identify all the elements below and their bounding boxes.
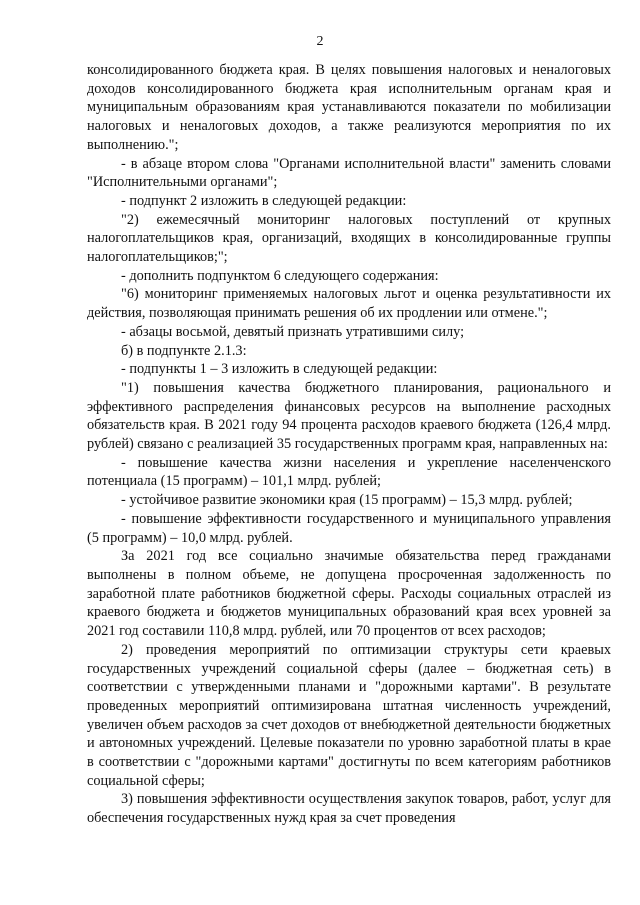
paragraph: б) в подпункте 2.1.3:: [121, 342, 247, 359]
paragraph: 3) повышения эффективности осуществления закупок товаров, работ, услуг для обеспечения государственных нужд края за счет проведения: [87, 791, 611, 827]
document-body: [87, 61, 611, 828]
paragraph: "2) ежемесячный мониторинг налоговых поступлений от крупных налогоплательщиков края, организаций, входящих в консолидированные группы налогоплательщиков;";: [87, 211, 611, 266]
paragraph: - устойчивое развитие экономики края (15 программ) – 15,3 млрд. рублей;: [121, 492, 573, 509]
paragraph: - дополнить подпунктом 6 следующего содержания:: [121, 267, 439, 284]
paragraph: - повышение качества жизни населения и укрепление населенченского потенциала (15 программ) – 101,1 млрд. рублей;: [87, 454, 611, 490]
paragraph: - в абзаце втором слова "Органами исполнительной власти" заменить словами "Исполнительными органами";: [87, 155, 611, 191]
paragraph: - подпункт 2 изложить в следующей редакции:: [121, 192, 407, 209]
page-number: 2: [316, 34, 324, 49]
paragraph: 2) проведения мероприятий по оптимизации структуры сети краевых государственных учреждений социальной сферы (далее – бюджетная сеть) в соответствии с утвержденными планами и "дорожными картами". В результате проведенных мероприятий оптимизирована штатная численность учреждений, увеличен объем расходов за счет доходов от внебюджетной деятельности бюджетных и автономных учреждений. Целевые показатели по уровню заработной платы в крае в соответствии с "дорожными картами" достигнуты по всем категориям работников социальной сферы;: [87, 641, 611, 789]
paragraph: консолидированного бюджета края. В целях повышения налоговых и неналоговых доходов консолидированного бюджета края исполнительным органам края и муниципальным образованиям края устанавливаются показатели по мобилизации налоговых и неналоговых доходов, а также реализуются мероприятия по их выполнению.";: [87, 62, 611, 153]
paragraph: - абзацы восьмой, девятый признать утратившими силу;: [121, 323, 465, 340]
paragraph: - подпункты 1 – 3 изложить в следующей редакции:: [121, 361, 438, 378]
paragraph: За 2021 год все социально значимые обязательства перед гражданами выполнены в полном объеме, не допущена просроченная задолженность по заработной плате работников бюджетной сферы. Расходы социальных отраслей из краевого бюджета и бюджетов муниципальных образований края всех уровней за 2021 год составили 110,8 млрд. рублей, или 70 процентов от всех расходов;: [87, 548, 611, 640]
paragraph: - повышение эффективности государственного и муниципального управления (5 программ) – 10,0 млрд. рублей.: [87, 510, 611, 546]
paragraph: "6) мониторинг применяемых налоговых льгот и оценка результативности их действия, позволяющая принимать решения об их продлении или отмене.";: [87, 286, 611, 322]
paragraph: "1) повышения качества бюджетного планирования, рационального и эффективного распределения финансовых ресурсов на выполнение расходных обязательств края. В 2021 году 94 процента расходов краевого бюджета (126,4 млрд. рублей) связано с реализацией 35 государственных программ края, направленных на:: [87, 379, 611, 453]
